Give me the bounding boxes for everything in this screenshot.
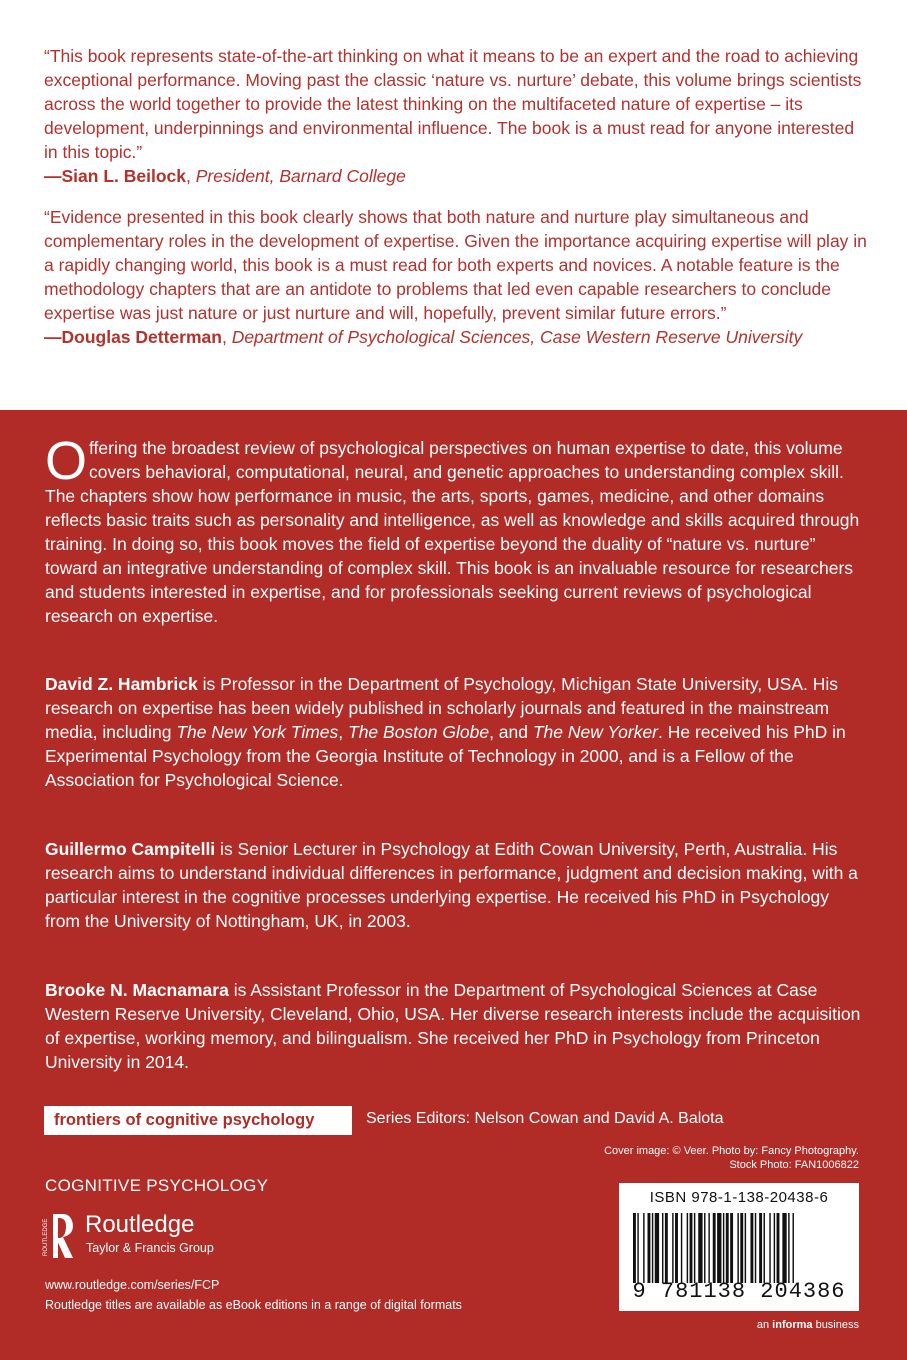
endorsement-attribution: —Douglas Detterman, Department of Psychological Sciences, Case Western Reserve University [44,327,803,347]
bio-text: is Senior Lecturer in Psychology at Edith Cowan University, Perth, Australia. His research aims to understand individual differences in performance, judgment and decision making, with a particular interest in the cognitive processes underlying expertise. He received his PhD in Psychology from the University of Nottingham, UK, in 2003. [45,839,858,931]
barcode-bar [777,1213,780,1283]
series-editors: Series Editors: Nelson Cowan and David A. Balota [366,1110,724,1127]
barcode-bar [704,1213,705,1283]
barcode-bar [694,1213,695,1283]
bio-separator: , and [489,722,533,742]
publication-title: The Boston Globe [348,722,490,742]
endorsement-quote [44,205,869,349]
bio-text: . He received his PhD in Experimental Psychology from the Georgia Institute of Technology in 2000, and is a Fellow of the Association for Psychological Science. [45,722,846,790]
bio-text: is Professor in the Department of Psychology, Michigan State University, USA. His research on expertise has been widely published in scholarly journals and featured in the mainstream media, including [45,674,838,742]
barcode-bar [681,1213,682,1283]
barcode-bar [652,1213,653,1283]
barcode-bar [759,1213,762,1283]
barcode-bar [726,1213,729,1283]
endorsement-affiliation: President, Barnard College [195,166,406,186]
publisher-name: Routledge [85,1211,195,1238]
barcode-bar [745,1213,746,1283]
publisher-group: Taylor & Francis Group [86,1241,214,1255]
endorsement-attribution: —Sian L. Beilock, President, Barnard College [44,166,406,186]
barcode-bar [793,1213,794,1283]
series-label: frontiers of cognitive psychology [44,1106,352,1135]
barcode-bar [675,1213,678,1283]
isbn-barcode [619,1183,859,1311]
publisher-logo [41,1208,281,1266]
author-name: Guillermo Campitelli [45,839,216,859]
back-cover-panel [0,410,907,1360]
publication-title: The New Yorker [532,722,659,742]
bio-text: is Assistant Professor in the Department of Psychological Sciences at Case Western Reserve University, Cleveland, Ohio, USA. Her diverse research interests include the acquisition of expertise, working memory, and bilingualism. She received her PhD in Psychology from Princeton University in 2014. [45,980,861,1072]
barcode-bar [774,1213,775,1283]
author-bio [45,672,865,792]
author-name: Brooke N. Macnamara [45,980,229,1000]
barcode-bar [713,1213,716,1283]
barcode-bar [672,1213,673,1283]
publication-title: The New York Times [176,722,339,742]
endorsement-author: —Douglas Detterman [44,327,222,347]
barcode-bar [708,1213,709,1283]
barcode-bar [665,1213,668,1283]
endorsements-section [0,0,907,410]
barcode-icon [633,1213,845,1283]
endorsement-affiliation: Department of Psychological Sciences, Case Western Reserve University [231,327,803,347]
bio-separator: , [338,722,348,742]
cover-credit-line: Cover image: © Veer. Photo by: Fancy Photography. [604,1145,859,1157]
isbn-label: ISBN 978-1-138-20438-6 [649,1189,829,1206]
drop-cap: O [45,431,88,491]
description-text: ffering the broadest review of psychological perspectives on human expertise to date, this volume covers behavioral, computational, neural, and genetic approaches to understanding complex skill. The chapters show how performance in music, the arts, sports, games, medicine, and other domains reflects basic traits such as personality and intelligence, as well as knowledge and skills acquired through training. In doing so, this book moves the field of expertise beyond the duality of “nature vs. nurture” toward an integrative understanding of complex skill. This book is an invaluable resource for researchers and students interested in expertise, and for professionals seeking current reviews of psychological research on expertise. [45,438,860,626]
barcode-bar [788,1213,789,1283]
barcode-bar [750,1213,753,1283]
endorsement-text: “Evidence presented in this book clearly shows that both nature and nurture play simultaneous and complementary roles in the development of expertise. Given the importance acquiring expertise will play in a rapidly changing world, this book is a must read for both experts and novices. A notable feature is the methodology chapters that are an antidote to problems that led even capable researchers to conclude expertise was just nature or just nurture and will, hopefully, prevent similar future errors.” [44,207,867,323]
subject-category: COGNITIVE PSYCHOLOGY [45,1176,269,1195]
barcode-bar [643,1213,644,1283]
author-bio [45,978,865,1074]
barcode-bar [698,1213,702,1283]
informa-text: business [812,1319,859,1331]
barcode-bar [648,1213,651,1283]
endorsement-quote [44,44,869,188]
informa-brand: informa [772,1319,813,1331]
barcode-bar [764,1213,765,1283]
barcode-bar [637,1213,638,1283]
barcode-bar [633,1213,636,1283]
series-url: www.routledge.com/series/FCP [45,1278,220,1292]
barcode-bar [730,1213,733,1283]
barcode-bar [782,1213,786,1283]
informa-note [757,1319,859,1331]
barcode-bar [755,1213,756,1283]
barcode-bar [769,1213,770,1283]
author-name: David Z. Hambrick [45,674,198,694]
barcode-bar [662,1213,663,1283]
barcode-bar [740,1213,743,1283]
author-bio [45,837,865,933]
barcode-bar [737,1213,738,1283]
endorsement-text: “This book represents state-of-the-art thinking on what it means to be an expert and the road to achieving exceptional performance. Moving past the classic ‘nature vs. nurture’ debate, this volume brings scientists across the world together to provide the latest thinking on the multifaceted nature of expertise – its development, underpinnings and environmental influence. The book is a must read for anyone interested in this topic.” [44,46,862,162]
barcode-bar [723,1213,724,1283]
routledge-logo-icon [41,1210,75,1262]
cover-credit [604,1144,859,1172]
endorsement-author: —Sian L. Beilock [44,166,186,186]
cover-credit-line: Stock Photo: FAN1006822 [729,1159,859,1171]
barcode-bar [690,1213,693,1283]
barcode-bar [655,1213,659,1283]
barcode-bar [687,1213,688,1283]
barcode-digits: 9 781138 204386 [632,1279,846,1304]
informa-text: an [756,1319,773,1331]
logo-vertical-text: ROUTLEDGE [43,1218,49,1256]
ebook-note: Routledge titles are available as eBook editions in a range of digital formats [45,1298,462,1312]
barcode-bar [717,1213,721,1283]
book-description [45,431,865,628]
